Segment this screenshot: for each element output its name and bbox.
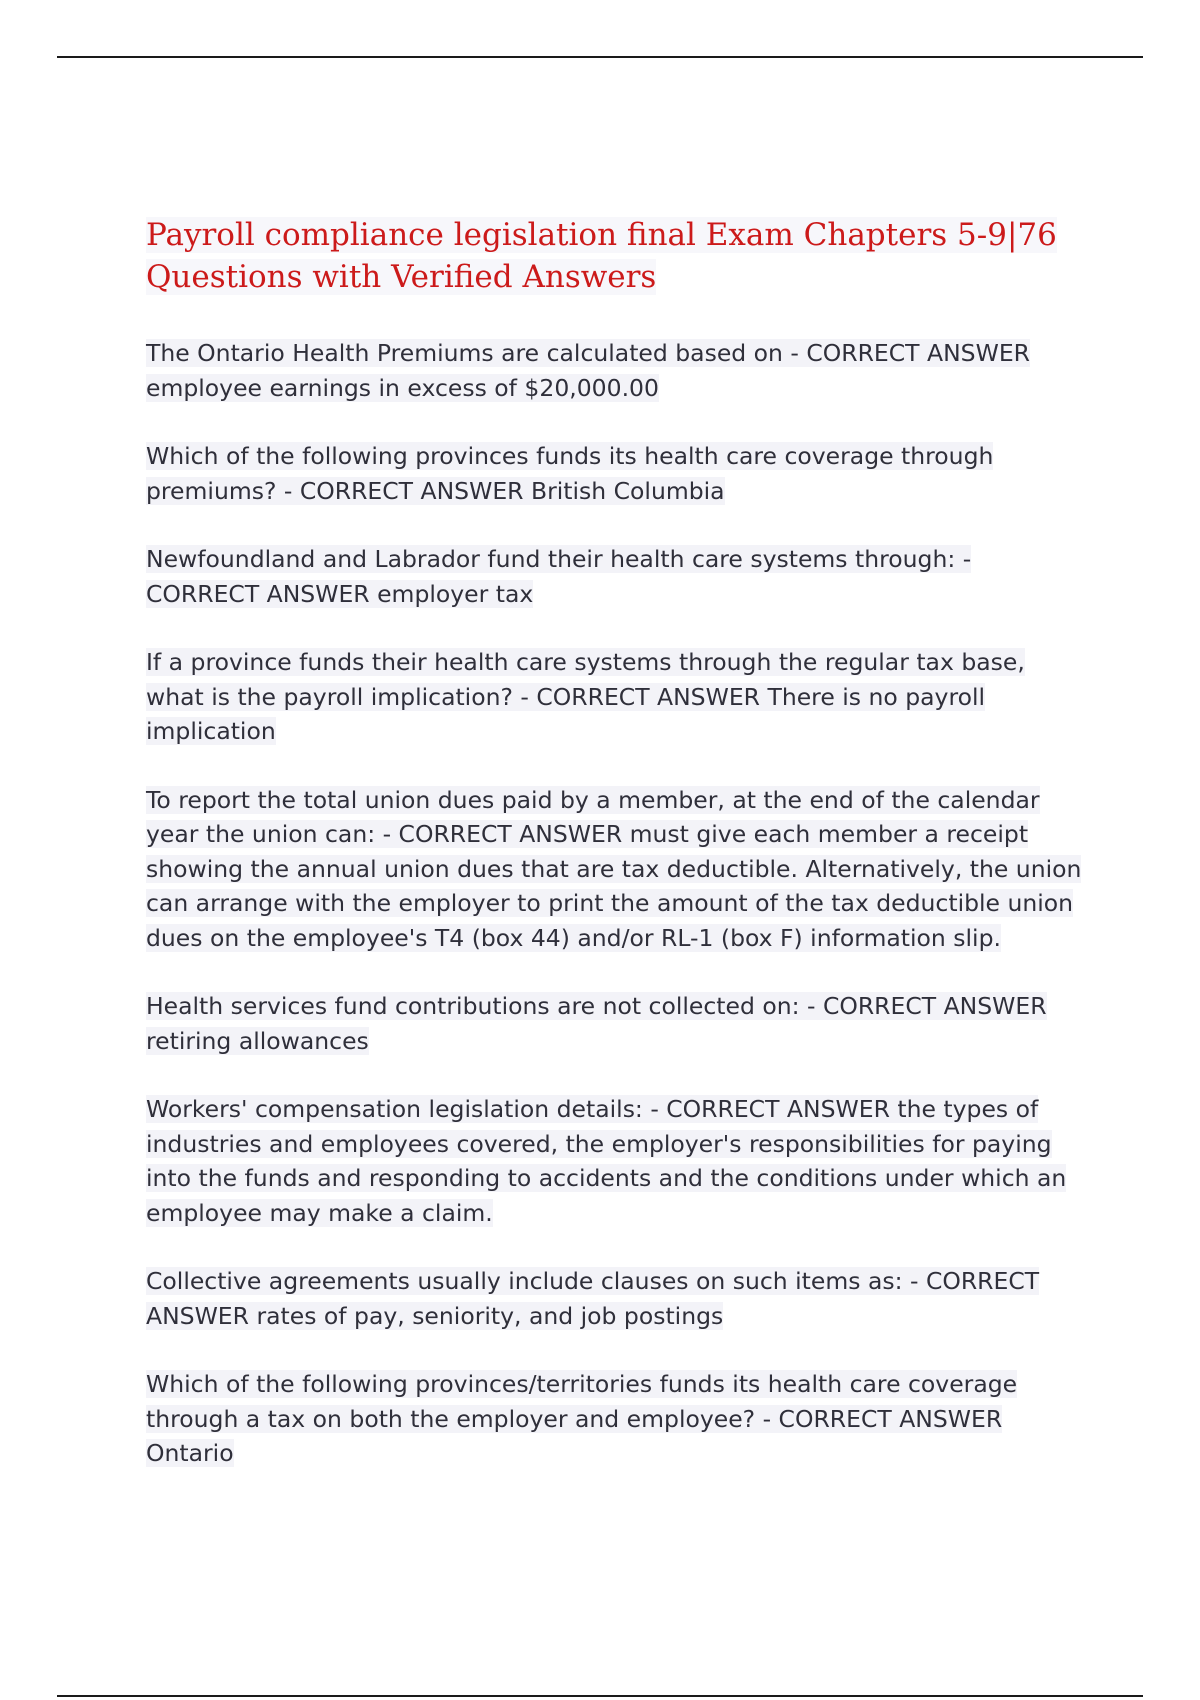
qa-item: If a province funds their health care systems through the regular tax base, what is the payroll implication? - CORRECT ANSWER There is no payroll implication bbox=[146, 648, 1025, 745]
qa-item: Health services fund contributions are not collected on: - CORRECT ANSWER retiring allowances bbox=[146, 992, 1047, 1055]
document-body bbox=[146, 214, 1086, 1505]
document-title: Payroll compliance legislation final Exam Chapters 5-9|76 Questions with Verified Answers bbox=[146, 217, 1057, 295]
qa-item: Newfoundland and Labrador fund their health care systems through: - CORRECT ANSWER employer tax bbox=[146, 545, 972, 608]
footer-rule bbox=[57, 1695, 1143, 1697]
qa-item: Which of the following provinces/territories funds its health care coverage through a tax on both the employer and employee? - CORRECT ANSWER Ontario bbox=[146, 1370, 1018, 1467]
qa-item: Workers' compensation legislation details: - CORRECT ANSWER the types of industries and employees covered, the employer's responsibilities for paying into the funds and responding to accidents and the conditions under which an employee may make a claim. bbox=[146, 1095, 1067, 1227]
qa-item: The Ontario Health Premiums are calculated based on - CORRECT ANSWER employee earnings in excess of $20,000.00 bbox=[146, 339, 1030, 402]
qa-item: To report the total union dues paid by a member, at the end of the calendar year the union can: - CORRECT ANSWER must give each member a receipt showing the annual union dues that are tax deductible. Alternatively, the union can arrange with the employer to print the amount of the tax deductible union dues on the employee's T4 (box 44) and/or RL-1 (box F) information slip. bbox=[146, 785, 1082, 952]
qa-item: Which of the following provinces funds its health care coverage through premiums? - CORRECT ANSWER British Columbia bbox=[146, 442, 994, 505]
qa-item: Collective agreements usually include clauses on such items as: - CORRECT ANSWER rates of pay, seniority, and job postings bbox=[146, 1267, 1040, 1330]
header-rule bbox=[57, 56, 1143, 58]
